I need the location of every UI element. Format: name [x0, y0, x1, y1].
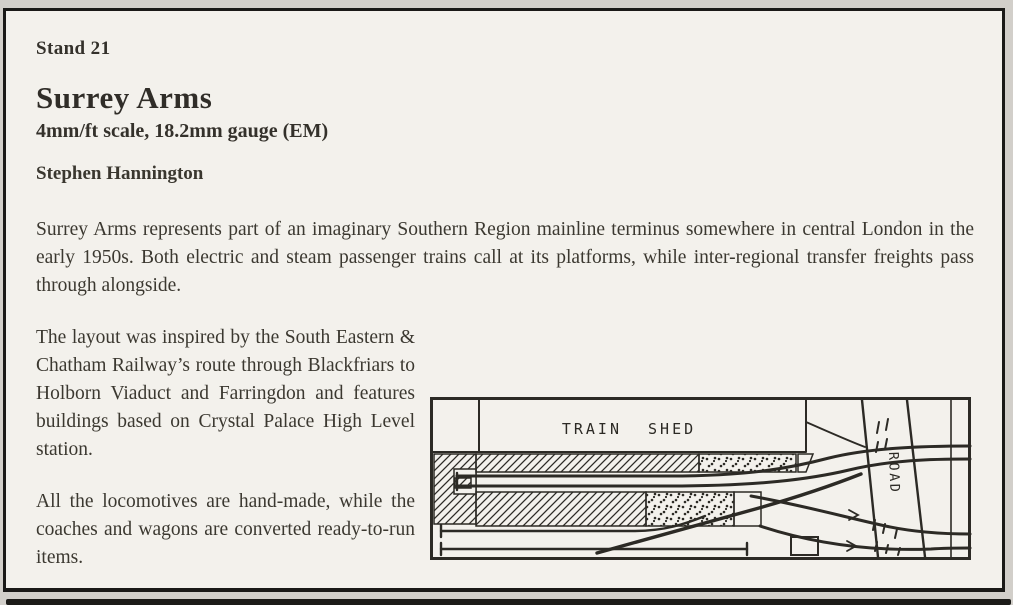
road-label: ROAD	[885, 451, 903, 495]
platforms	[434, 454, 813, 526]
intro-paragraph-text: Surrey Arms represents part of an imaginary Southern Region mainline terminus somewhere in central London in the early 1950s. Both electric and steam passenger trains call at its platforms, while inter-regional transfer freights pass through alongside.	[36, 219, 974, 296]
inspiration-paragraph	[36, 324, 974, 495]
track-plan-figure	[415, 366, 974, 594]
train-shed-label: TRAIN SHED	[561, 420, 697, 438]
inspiration-paragraph-text: The layout was inspired by the South Eastern & Chatham Railway’s route through Blackfriars to Holborn Viaduct and Farringdon and features buildings based on Crystal Palace High Level station.	[36, 327, 415, 460]
intro-paragraph	[36, 216, 974, 300]
page-content	[36, 27, 974, 588]
page-border-frame	[3, 8, 1005, 592]
retaining-wall-line	[806, 422, 865, 447]
stock-paragraph-text: All the locomotives are hand-made, while the coaches and wagons are converted ready-to-run items.	[36, 491, 415, 568]
exhibitor-name: Stephen Hannington	[36, 163, 204, 184]
through-track-1	[751, 496, 970, 534]
buffer-stops	[441, 525, 747, 555]
scale-gauge-line: 4mm/ft scale, 18.2mm gauge (EM)	[36, 120, 329, 142]
stand-number: Stand 21	[36, 38, 111, 59]
scan-edge-artifact	[6, 599, 1011, 605]
layout-title: Surrey Arms	[36, 80, 213, 115]
track-plan-sketch	[429, 396, 974, 564]
upper-platform	[476, 454, 699, 472]
lower-platform	[476, 492, 646, 526]
